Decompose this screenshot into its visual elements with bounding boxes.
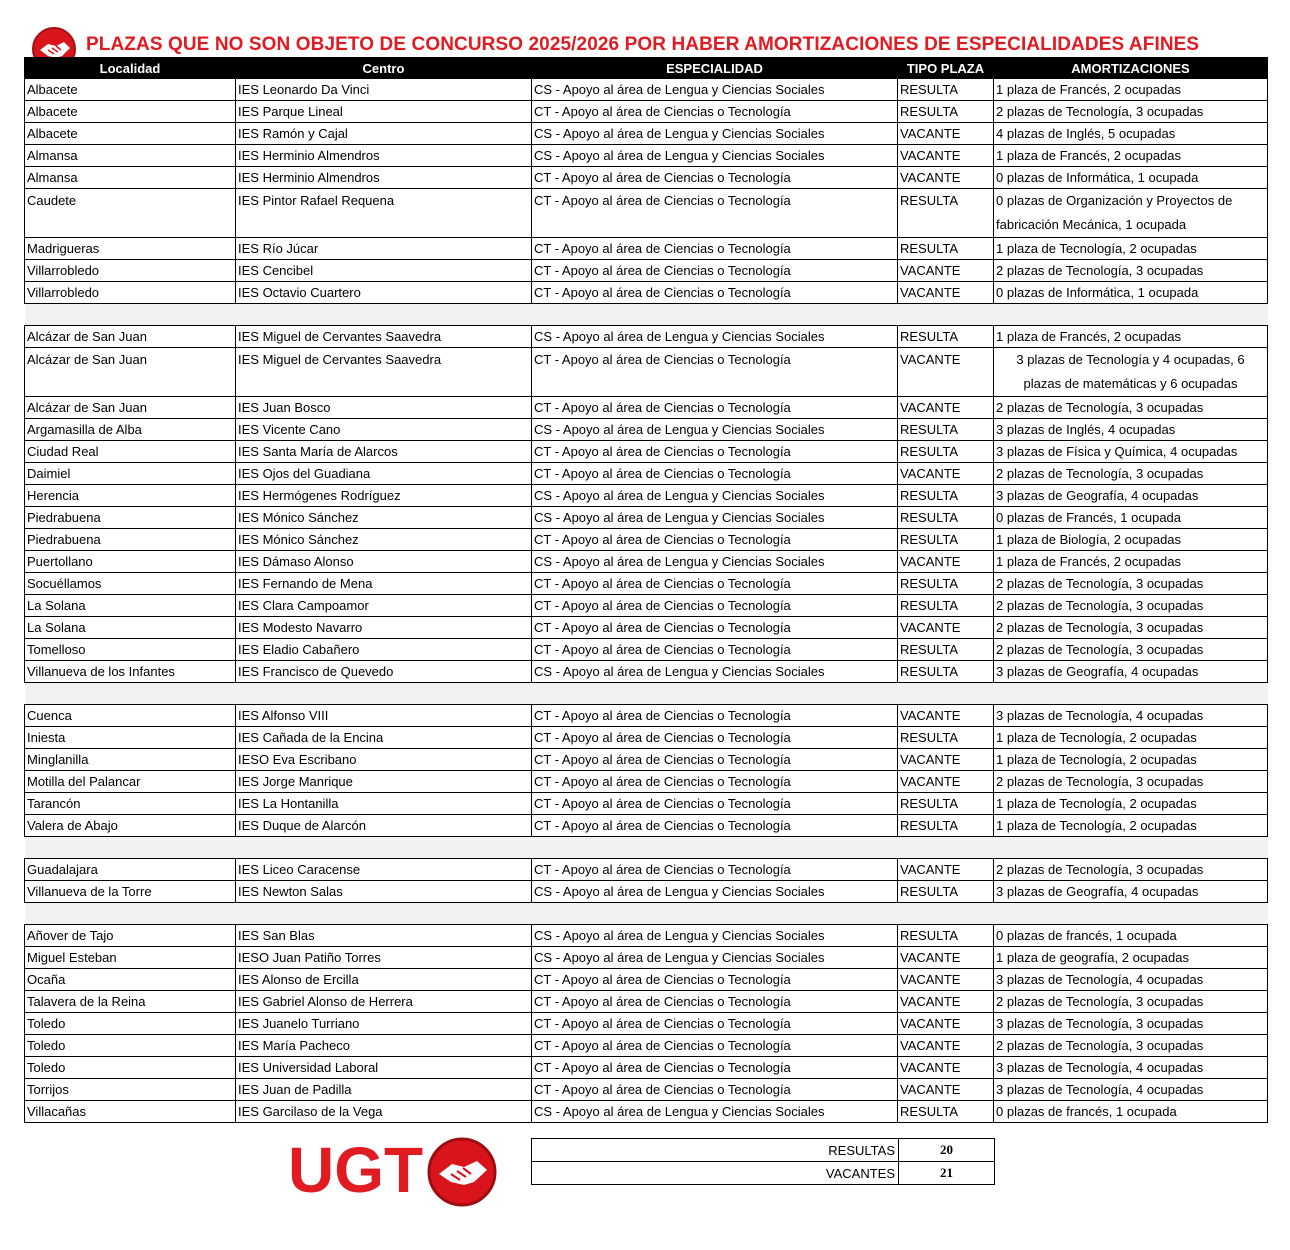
cell-tipo-plaza: RESULTA [898, 485, 994, 507]
cell-especialidad: CT - Apoyo al área de Ciencias o Tecnología [532, 167, 898, 189]
cell-centro: IES Juan de Padilla [236, 1079, 532, 1101]
cell-centro: IES Gabriel Alonso de Herrera [236, 991, 532, 1013]
cell-localidad: Piedrabuena [25, 529, 236, 551]
cell-especialidad: CT - Apoyo al área de Ciencias o Tecnología [532, 463, 898, 485]
cell-centro: IES Alonso de Ercilla [236, 969, 532, 991]
cell-localidad: La Solana [25, 595, 236, 617]
cell-localidad: Añover de Tajo [25, 925, 236, 947]
cell-localidad: Madrigueras [25, 238, 236, 260]
cell-especialidad: CS - Apoyo al área de Lengua y Ciencias Sociales [532, 925, 898, 947]
cell-centro: IES Mónico Sánchez [236, 529, 532, 551]
separator-row [25, 837, 1268, 859]
cell-amortizaciones: 2 plazas de Tecnología, 3 ocupadas [994, 397, 1268, 419]
cell-tipo-plaza: VACANTE [898, 749, 994, 771]
cell-amortizaciones: 1 plaza de Francés, 2 ocupadas [994, 145, 1268, 167]
cell-especialidad: CT - Apoyo al área de Ciencias o Tecnología [532, 1035, 898, 1057]
cell-amortizaciones: 2 plazas de Tecnología, 3 ocupadas [994, 991, 1268, 1013]
cell-localidad: Villanueva de los Infantes [25, 661, 236, 683]
table-row [25, 123, 1268, 145]
ugt-logo-text: UGT [288, 1134, 424, 1206]
table-row [25, 969, 1268, 991]
cell-especialidad: CT - Apoyo al área de Ciencias o Tecnología [532, 815, 898, 837]
table-row [25, 749, 1268, 771]
cell-tipo-plaza: RESULTA [898, 727, 994, 749]
cell-especialidad: CT - Apoyo al área de Ciencias o Tecnología [532, 617, 898, 639]
cell-centro: IES Jorge Manrique [236, 771, 532, 793]
cell-localidad: Alcázar de San Juan [25, 397, 236, 419]
cell-tipo-plaza: VACANTE [898, 969, 994, 991]
cell-especialidad: CT - Apoyo al área de Ciencias o Tecnología [532, 969, 898, 991]
cell-centro: IES Río Júcar [236, 238, 532, 260]
table-row [25, 101, 1268, 123]
cell-especialidad: CT - Apoyo al área de Ciencias o Tecnología [532, 705, 898, 727]
cell-centro: IES Octavio Cuartero [236, 282, 532, 304]
cell-centro: IES Clara Campoamor [236, 595, 532, 617]
cell-tipo-plaza: VACANTE [898, 1035, 994, 1057]
header-amortizaciones: AMORTIZACIONES [994, 58, 1268, 79]
separator-cell [25, 837, 1268, 859]
plazas-table [24, 57, 1268, 1123]
cell-amortizaciones: 1 plaza de Francés, 2 ocupadas [994, 326, 1268, 348]
cell-localidad: Talavera de la Reina [25, 991, 236, 1013]
cell-centro: IES Modesto Navarro [236, 617, 532, 639]
cell-localidad: Daimiel [25, 463, 236, 485]
cell-especialidad: CT - Apoyo al área de Ciencias o Tecnología [532, 260, 898, 282]
cell-amortizaciones: 1 plaza de Biología, 2 ocupadas [994, 529, 1268, 551]
table-row [25, 79, 1268, 101]
table-row [25, 815, 1268, 837]
cell-especialidad: CS - Apoyo al área de Lengua y Ciencias Sociales [532, 661, 898, 683]
table-row [25, 881, 1268, 903]
cell-amortizaciones: 1 plaza de Tecnología, 2 ocupadas [994, 793, 1268, 815]
cell-tipo-plaza: VACANTE [898, 859, 994, 881]
cell-especialidad: CT - Apoyo al área de Ciencias o Tecnología [532, 441, 898, 463]
cell-centro: IES Pintor Rafael Requena [236, 189, 532, 238]
table-header-row [25, 58, 1268, 79]
cell-localidad: Albacete [25, 123, 236, 145]
cell-amortizaciones: 2 plazas de Tecnología, 3 ocupadas [994, 101, 1268, 123]
cell-centro: IESO Eva Escribano [236, 749, 532, 771]
cell-especialidad: CS - Apoyo al área de Lengua y Ciencias Sociales [532, 145, 898, 167]
cell-especialidad: CS - Apoyo al área de Lengua y Ciencias Sociales [532, 507, 898, 529]
cell-especialidad: CS - Apoyo al área de Lengua y Ciencias Sociales [532, 123, 898, 145]
cell-especialidad: CS - Apoyo al área de Lengua y Ciencias Sociales [532, 326, 898, 348]
cell-especialidad: CS - Apoyo al área de Lengua y Ciencias Sociales [532, 881, 898, 903]
cell-tipo-plaza: RESULTA [898, 79, 994, 101]
cell-centro: IES Cencibel [236, 260, 532, 282]
cell-localidad: Iniesta [25, 727, 236, 749]
cell-localidad: Albacete [25, 101, 236, 123]
vacantes-label: VACANTES [532, 1162, 899, 1185]
cell-tipo-plaza: RESULTA [898, 639, 994, 661]
cell-centro: IES Alfonso VIII [236, 705, 532, 727]
cell-localidad: Miguel Esteban [25, 947, 236, 969]
cell-tipo-plaza: RESULTA [898, 595, 994, 617]
cell-especialidad: CS - Apoyo al área de Lengua y Ciencias Sociales [532, 485, 898, 507]
cell-especialidad: CT - Apoyo al área de Ciencias o Tecnología [532, 1013, 898, 1035]
cell-centro: IES Francisco de Quevedo [236, 661, 532, 683]
table-row [25, 1079, 1268, 1101]
cell-amortizaciones: 3 plazas de Geografía, 4 ocupadas [994, 485, 1268, 507]
cell-amortizaciones: 3 plazas de Geografía, 4 ocupadas [994, 881, 1268, 903]
cell-amortizaciones: 3 plazas de Tecnología, 3 ocupadas [994, 1013, 1268, 1035]
cell-tipo-plaza: RESULTA [898, 529, 994, 551]
cell-tipo-plaza: VACANTE [898, 463, 994, 485]
cell-tipo-plaza: RESULTA [898, 189, 994, 238]
cell-amortizaciones: 3 plazas de Tecnología, 4 ocupadas [994, 705, 1268, 727]
table-row [25, 705, 1268, 727]
table-row [25, 348, 1268, 397]
cell-localidad: Tomelloso [25, 639, 236, 661]
cell-localidad: Valera de Abajo [25, 815, 236, 837]
cell-centro: IES La Hontanilla [236, 793, 532, 815]
cell-localidad: Albacete [25, 79, 236, 101]
cell-amortizaciones: 2 plazas de Tecnología, 3 ocupadas [994, 260, 1268, 282]
cell-localidad: Alcázar de San Juan [25, 326, 236, 348]
cell-centro: IES Mónico Sánchez [236, 507, 532, 529]
table-row [25, 617, 1268, 639]
cell-tipo-plaza: VACANTE [898, 617, 994, 639]
cell-tipo-plaza: RESULTA [898, 881, 994, 903]
table-row [25, 260, 1268, 282]
cell-localidad: Herencia [25, 485, 236, 507]
cell-amortizaciones: 1 plaza de geografía, 2 ocupadas [994, 947, 1268, 969]
cell-tipo-plaza: RESULTA [898, 1101, 994, 1123]
cell-tipo-plaza: RESULTA [898, 507, 994, 529]
cell-amortizaciones: 1 plaza de Tecnología, 2 ocupadas [994, 727, 1268, 749]
cell-amortizaciones: 2 plazas de Tecnología, 3 ocupadas [994, 463, 1268, 485]
cell-centro: IES Juan Bosco [236, 397, 532, 419]
table-row [25, 326, 1268, 348]
cell-tipo-plaza: VACANTE [898, 991, 994, 1013]
cell-tipo-plaza: VACANTE [898, 771, 994, 793]
cell-localidad: Piedrabuena [25, 507, 236, 529]
cell-localidad: Tarancón [25, 793, 236, 815]
cell-tipo-plaza: RESULTA [898, 326, 994, 348]
cell-tipo-plaza: RESULTA [898, 661, 994, 683]
cell-tipo-plaza: VACANTE [898, 1057, 994, 1079]
table-row [25, 573, 1268, 595]
cell-centro: IES Santa María de Alarcos [236, 441, 532, 463]
cell-centro: IES Herminio Almendros [236, 167, 532, 189]
cell-especialidad: CT - Apoyo al área de Ciencias o Tecnología [532, 282, 898, 304]
cell-localidad: Torrijos [25, 1079, 236, 1101]
table-row [25, 1013, 1268, 1035]
cell-tipo-plaza: VACANTE [898, 123, 994, 145]
cell-amortizaciones: 2 plazas de Tecnología, 3 ocupadas [994, 1035, 1268, 1057]
table-row [25, 991, 1268, 1013]
cell-tipo-plaza: VACANTE [898, 260, 994, 282]
cell-centro: IES Cañada de la Encina [236, 727, 532, 749]
cell-localidad: Toledo [25, 1013, 236, 1035]
cell-amortizaciones: 2 plazas de Tecnología, 3 ocupadas [994, 617, 1268, 639]
cell-localidad: Toledo [25, 1035, 236, 1057]
cell-tipo-plaza: VACANTE [898, 947, 994, 969]
cell-especialidad: CT - Apoyo al área de Ciencias o Tecnología [532, 397, 898, 419]
cell-tipo-plaza: RESULTA [898, 925, 994, 947]
cell-especialidad: CT - Apoyo al área de Ciencias o Tecnología [532, 595, 898, 617]
table-row [25, 639, 1268, 661]
cell-centro: IES Newton Salas [236, 881, 532, 903]
cell-especialidad: CT - Apoyo al área de Ciencias o Tecnología [532, 101, 898, 123]
cell-amortizaciones: 1 plaza de Tecnología, 2 ocupadas [994, 238, 1268, 260]
cell-amortizaciones: 4 plazas de Inglés, 5 ocupadas [994, 123, 1268, 145]
resultas-label: RESULTAS [532, 1139, 899, 1162]
cell-centro: IES Miguel de Cervantes Saavedra [236, 326, 532, 348]
table-row [25, 1057, 1268, 1079]
header-centro: Centro [236, 58, 532, 79]
cell-tipo-plaza: RESULTA [898, 238, 994, 260]
cell-especialidad: CT - Apoyo al área de Ciencias o Tecnología [532, 859, 898, 881]
cell-especialidad: CT - Apoyo al área de Ciencias o Tecnología [532, 639, 898, 661]
cell-especialidad: CT - Apoyo al área de Ciencias o Tecnología [532, 749, 898, 771]
cell-localidad: Guadalajara [25, 859, 236, 881]
handshake-icon [429, 1139, 495, 1205]
table-row [25, 189, 1268, 238]
cell-tipo-plaza: VACANTE [898, 397, 994, 419]
cell-localidad: Alcázar de San Juan [25, 348, 236, 397]
cell-localidad: Villanueva de la Torre [25, 881, 236, 903]
cell-tipo-plaza: RESULTA [898, 793, 994, 815]
separator-row [25, 903, 1268, 925]
cell-especialidad: CT - Apoyo al área de Ciencias o Tecnología [532, 727, 898, 749]
cell-localidad: Motilla del Palancar [25, 771, 236, 793]
cell-localidad: Argamasilla de Alba [25, 419, 236, 441]
totals-table [531, 1138, 995, 1185]
cell-tipo-plaza: VACANTE [898, 1079, 994, 1101]
table-row [25, 727, 1268, 749]
table-row [25, 145, 1268, 167]
cell-localidad: Socuéllamos [25, 573, 236, 595]
cell-amortizaciones: 2 plazas de Tecnología, 3 ocupadas [994, 859, 1268, 881]
cell-tipo-plaza: RESULTA [898, 573, 994, 595]
cell-centro: IES Juanelo Turriano [236, 1013, 532, 1035]
separator-cell [25, 903, 1268, 925]
cell-amortizaciones: 3 plazas de Tecnología, 4 ocupadas [994, 1079, 1268, 1101]
cell-centro: IES Fernando de Mena [236, 573, 532, 595]
vacantes-value: 21 [899, 1162, 995, 1185]
table-row [25, 1101, 1268, 1123]
cell-especialidad: CT - Apoyo al área de Ciencias o Tecnología [532, 1057, 898, 1079]
cell-especialidad: CT - Apoyo al área de Ciencias o Tecnología [532, 793, 898, 815]
cell-especialidad: CS - Apoyo al área de Lengua y Ciencias Sociales [532, 947, 898, 969]
separator-row [25, 304, 1268, 326]
cell-especialidad: CT - Apoyo al área de Ciencias o Tecnología [532, 771, 898, 793]
table-row [25, 771, 1268, 793]
cell-amortizaciones: 0 plazas de francés, 1 ocupada [994, 925, 1268, 947]
header-especialidad: ESPECIALIDAD [532, 58, 898, 79]
totals-row-resultas [532, 1139, 995, 1162]
cell-amortizaciones: 2 plazas de Tecnología, 3 ocupadas [994, 573, 1268, 595]
cell-localidad: Toledo [25, 1057, 236, 1079]
cell-amortizaciones: 2 plazas de Tecnología, 3 ocupadas [994, 771, 1268, 793]
cell-amortizaciones: 1 plaza de Francés, 2 ocupadas [994, 551, 1268, 573]
cell-tipo-plaza: RESULTA [898, 441, 994, 463]
cell-tipo-plaza: RESULTA [898, 815, 994, 837]
separator-row [25, 683, 1268, 705]
cell-amortizaciones: 3 plazas de Física y Química, 4 ocupadas [994, 441, 1268, 463]
cell-centro: IES Parque Lineal [236, 101, 532, 123]
cell-tipo-plaza: VACANTE [898, 167, 994, 189]
cell-tipo-plaza: VACANTE [898, 282, 994, 304]
totals-row-vacantes [532, 1162, 995, 1185]
cell-especialidad: CT - Apoyo al área de Ciencias o Tecnología [532, 529, 898, 551]
cell-especialidad: CT - Apoyo al área de Ciencias o Tecnología [532, 573, 898, 595]
cell-amortizaciones: 2 plazas de Tecnología, 3 ocupadas [994, 639, 1268, 661]
cell-centro: IES Universidad Laboral [236, 1057, 532, 1079]
table-row [25, 507, 1268, 529]
cell-localidad: Ciudad Real [25, 441, 236, 463]
cell-amortizaciones: 1 plaza de Tecnología, 2 ocupadas [994, 815, 1268, 837]
cell-tipo-plaza: VACANTE [898, 705, 994, 727]
header-tipo-plaza: TIPO PLAZA [898, 58, 994, 79]
cell-amortizaciones: 3 plazas de Inglés, 4 ocupadas [994, 419, 1268, 441]
cell-centro: IES Ramón y Cajal [236, 123, 532, 145]
separator-cell [25, 304, 1268, 326]
cell-especialidad: CT - Apoyo al área de Ciencias o Tecnología [532, 189, 898, 238]
cell-centro: IES Miguel de Cervantes Saavedra [236, 348, 532, 397]
table-row [25, 441, 1268, 463]
header-localidad: Localidad [25, 58, 236, 79]
cell-amortizaciones: 3 plazas de Tecnología, 4 ocupadas [994, 969, 1268, 991]
cell-localidad: Puertollano [25, 551, 236, 573]
cell-centro: IES San Blas [236, 925, 532, 947]
cell-localidad: Villarrobledo [25, 282, 236, 304]
table-row [25, 485, 1268, 507]
cell-especialidad: CT - Apoyo al área de Ciencias o Tecnología [532, 348, 898, 397]
cell-amortizaciones: 3 plazas de Tecnología y 4 ocupadas, 6 plazas de matemáticas y 6 ocupadas [994, 348, 1268, 397]
cell-tipo-plaza: VACANTE [898, 145, 994, 167]
cell-centro: IES Herminio Almendros [236, 145, 532, 167]
cell-tipo-plaza: RESULTA [898, 101, 994, 123]
cell-tipo-plaza: VACANTE [898, 1013, 994, 1035]
table-row [25, 1035, 1268, 1057]
table-row [25, 167, 1268, 189]
cell-centro: IES Duque de Alarcón [236, 815, 532, 837]
cell-especialidad: CT - Apoyo al área de Ciencias o Tecnología [532, 1079, 898, 1101]
table-row [25, 661, 1268, 683]
cell-amortizaciones: 0 plazas de Informática, 1 ocupada [994, 282, 1268, 304]
cell-amortizaciones: 0 plazas de francés, 1 ocupada [994, 1101, 1268, 1123]
table-row [25, 463, 1268, 485]
cell-amortizaciones: 0 plazas de Francés, 1 ocupada [994, 507, 1268, 529]
cell-localidad: Minglanilla [25, 749, 236, 771]
cell-especialidad: CT - Apoyo al área de Ciencias o Tecnología [532, 238, 898, 260]
cell-localidad: Villacañas [25, 1101, 236, 1123]
page-title: PLAZAS QUE NO SON OBJETO DE CONCURSO 2025/2026 POR HABER AMORTIZACIONES DE ESPECIALIDADES AFINES [86, 34, 1200, 55]
cell-amortizaciones: 0 plazas de Organización y Proyectos de fabricación Mecánica, 1 ocupada [994, 189, 1268, 238]
table-row [25, 925, 1268, 947]
separator-cell [25, 683, 1268, 705]
cell-tipo-plaza: VACANTE [898, 551, 994, 573]
cell-amortizaciones: 3 plazas de Tecnología, 4 ocupadas [994, 1057, 1268, 1079]
table-row [25, 595, 1268, 617]
cell-amortizaciones: 2 plazas de Tecnología, 3 ocupadas [994, 595, 1268, 617]
cell-amortizaciones: 1 plaza de Francés, 2 ocupadas [994, 79, 1268, 101]
cell-localidad: La Solana [25, 617, 236, 639]
cell-localidad: Caudete [25, 189, 236, 238]
cell-centro: IES Eladio Cabañero [236, 639, 532, 661]
resultas-value: 20 [899, 1139, 995, 1162]
cell-localidad: Almansa [25, 167, 236, 189]
table-row [25, 793, 1268, 815]
cell-especialidad: CS - Apoyo al área de Lengua y Ciencias Sociales [532, 419, 898, 441]
table-row [25, 947, 1268, 969]
cell-centro: IES Leonardo Da Vinci [236, 79, 532, 101]
cell-especialidad: CS - Apoyo al área de Lengua y Ciencias Sociales [532, 551, 898, 573]
cell-amortizaciones: 0 plazas de Informática, 1 ocupada [994, 167, 1268, 189]
cell-centro: IESO Juan Patiño Torres [236, 947, 532, 969]
cell-centro: IES Liceo Caracense [236, 859, 532, 881]
table-row [25, 238, 1268, 260]
cell-especialidad: CS - Apoyo al área de Lengua y Ciencias Sociales [532, 1101, 898, 1123]
cell-localidad: Cuenca [25, 705, 236, 727]
cell-localidad: Almansa [25, 145, 236, 167]
table-row [25, 551, 1268, 573]
table-row [25, 529, 1268, 551]
cell-centro: IES María Pacheco [236, 1035, 532, 1057]
table-row [25, 419, 1268, 441]
cell-amortizaciones: 3 plazas de Geografía, 4 ocupadas [994, 661, 1268, 683]
cell-centro: IES Dámaso Alonso [236, 551, 532, 573]
cell-centro: IES Garcilaso de la Vega [236, 1101, 532, 1123]
table-body [25, 79, 1268, 1123]
ugt-logo [286, 1130, 526, 1230]
cell-tipo-plaza: RESULTA [898, 419, 994, 441]
cell-tipo-plaza: VACANTE [898, 348, 994, 397]
cell-centro: IES Hermógenes Rodríguez [236, 485, 532, 507]
cell-localidad: Villarrobledo [25, 260, 236, 282]
cell-especialidad: CS - Apoyo al área de Lengua y Ciencias Sociales [532, 79, 898, 101]
cell-amortizaciones: 1 plaza de Tecnología, 2 ocupadas [994, 749, 1268, 771]
table-row [25, 397, 1268, 419]
cell-centro: IES Ojos del Guadiana [236, 463, 532, 485]
table-row [25, 859, 1268, 881]
cell-especialidad: CT - Apoyo al área de Ciencias o Tecnología [532, 991, 898, 1013]
cell-centro: IES Vicente Cano [236, 419, 532, 441]
table-row [25, 282, 1268, 304]
cell-localidad: Ocaña [25, 969, 236, 991]
